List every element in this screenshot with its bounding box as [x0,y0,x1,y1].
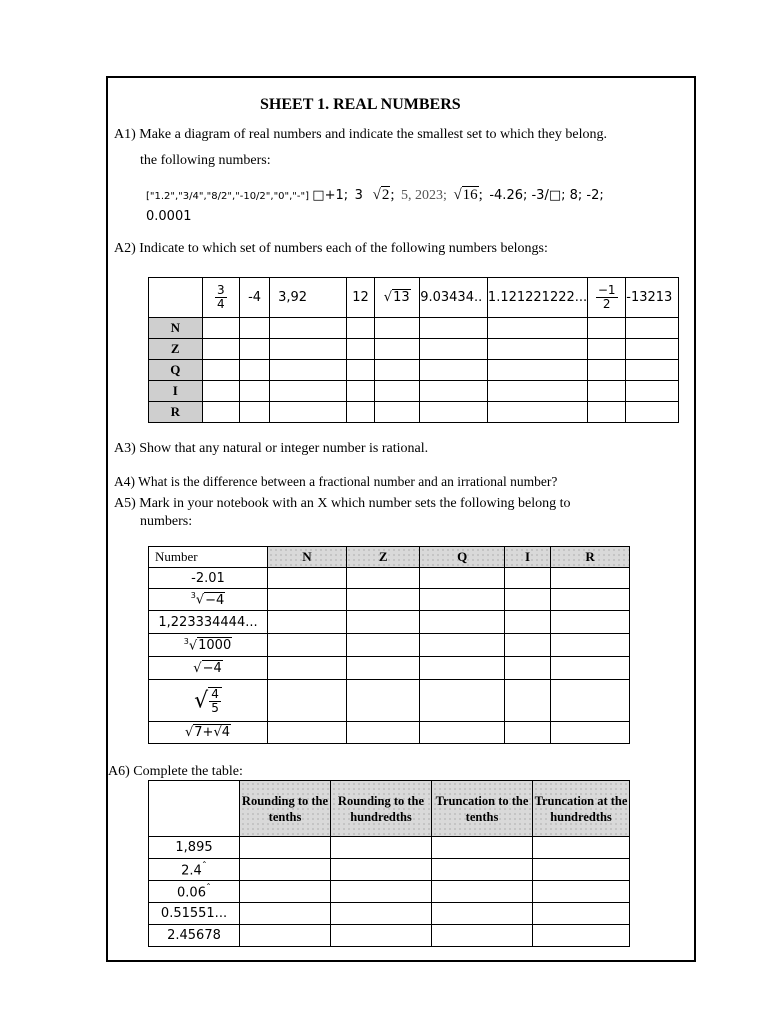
a2-header-neg4: -4 [240,278,270,318]
a1-item-5-2023: 5, 2023; [401,188,447,203]
a2-row-label: Z [149,339,203,360]
a2-header-1121: 1.121221222... [487,278,587,318]
a5-col-header: R [551,547,630,568]
a6-row-value: 2.45678 [149,925,240,947]
a6-table [148,780,630,947]
a5-line2: numbers: [140,514,193,529]
a6-row-value: 0.51551... [149,903,240,925]
a1-line2: the following numbers: [140,153,271,168]
a1-item-3: 3 [354,188,363,203]
a1-item-pi-plus: □+1; [312,188,349,203]
a5-row-value: -2.01 [149,568,268,589]
a2-row-label: I [149,381,203,402]
a5-row-sqrt-7-sqrt4: √7+√4 [149,722,268,744]
a4-text: A4) What is the difference between a fractional number and an irrational number? [114,474,558,489]
a6-row-value-repeating: $0.06^ˆ$ [149,881,240,903]
a1-list-prefix: ["1.2","3/4","8/2","-10/2","0","-"] [146,191,310,202]
a6-col-truncation-hundredths: Truncation at the hundredths [533,781,630,837]
a2-text: A2) Indicate to which set of numbers each of the following numbers belongs: [114,241,548,256]
a6-text: A6) Complete the table: [108,764,243,779]
a2-row-label: Q [149,360,203,381]
a5-col-header: I [504,547,550,568]
a2-header-frac-neg1-2: $\frac{-1}{2}$ [597,283,616,311]
a2-header-neg13213: -13213 [626,278,679,318]
a2-header-392: 3,92 [270,278,347,318]
a5-table [148,546,630,744]
a5-line1: A5) Mark in your notebook with an X which number sets the following belong to [114,496,571,511]
a5-row-sqrt-neg4: √−4 [149,657,268,680]
a1-number-list [146,187,604,204]
a1-line-last: 0.0001 [146,209,192,224]
a2-row-label: R [149,402,203,423]
a5-col-header: Q [420,547,505,568]
a5-col-header: N [268,547,347,568]
a6-col-rounding-hundredths: Rounding to the hundredths [331,781,432,837]
a6-row-value-repeating: $2.4^ˆ$ [149,859,240,881]
a6-row-value: 1,895 [149,837,240,859]
a5-row-value: 1,223334444... [149,611,268,634]
page-title: SHEET 1. REAL NUMBERS [260,96,461,113]
a1-items-rest: -4.26; -3/□; 8; -2; [489,188,604,203]
a2-header-sqrt13: √13 [375,278,420,318]
a5-row-cbrt-1000: $^3$√1000 [149,634,268,657]
a5-row-sqrt-4-5: √ $\frac{4}{5}$ [149,680,268,722]
a2-table [148,277,679,423]
a6-col-rounding-tenths: Rounding to the tenths [240,781,331,837]
a2-header-903434: 9.03434.. [420,278,488,318]
a6-col-truncation-tenths: Truncation to the tenths [432,781,533,837]
a2-header-frac-3-4: $\frac{3}{4}$ [216,283,225,311]
a1-line1: A1) Make a diagram of real numbers and indicate the smallest set to which they belong. [114,127,607,142]
a5-row-cbrt-neg4: $^3$√−4 [149,589,268,611]
a2-row-label: N [149,318,203,339]
a1-item-sqrt2: √2; [372,187,395,203]
a5-col-number: Number [149,547,268,568]
a1-item-sqrt16: √16; [453,187,483,203]
a5-col-header: Z [346,547,419,568]
a2-header-12: 12 [346,278,374,318]
a3-text: A3) Show that any natural or integer number is rational. [114,441,429,456]
